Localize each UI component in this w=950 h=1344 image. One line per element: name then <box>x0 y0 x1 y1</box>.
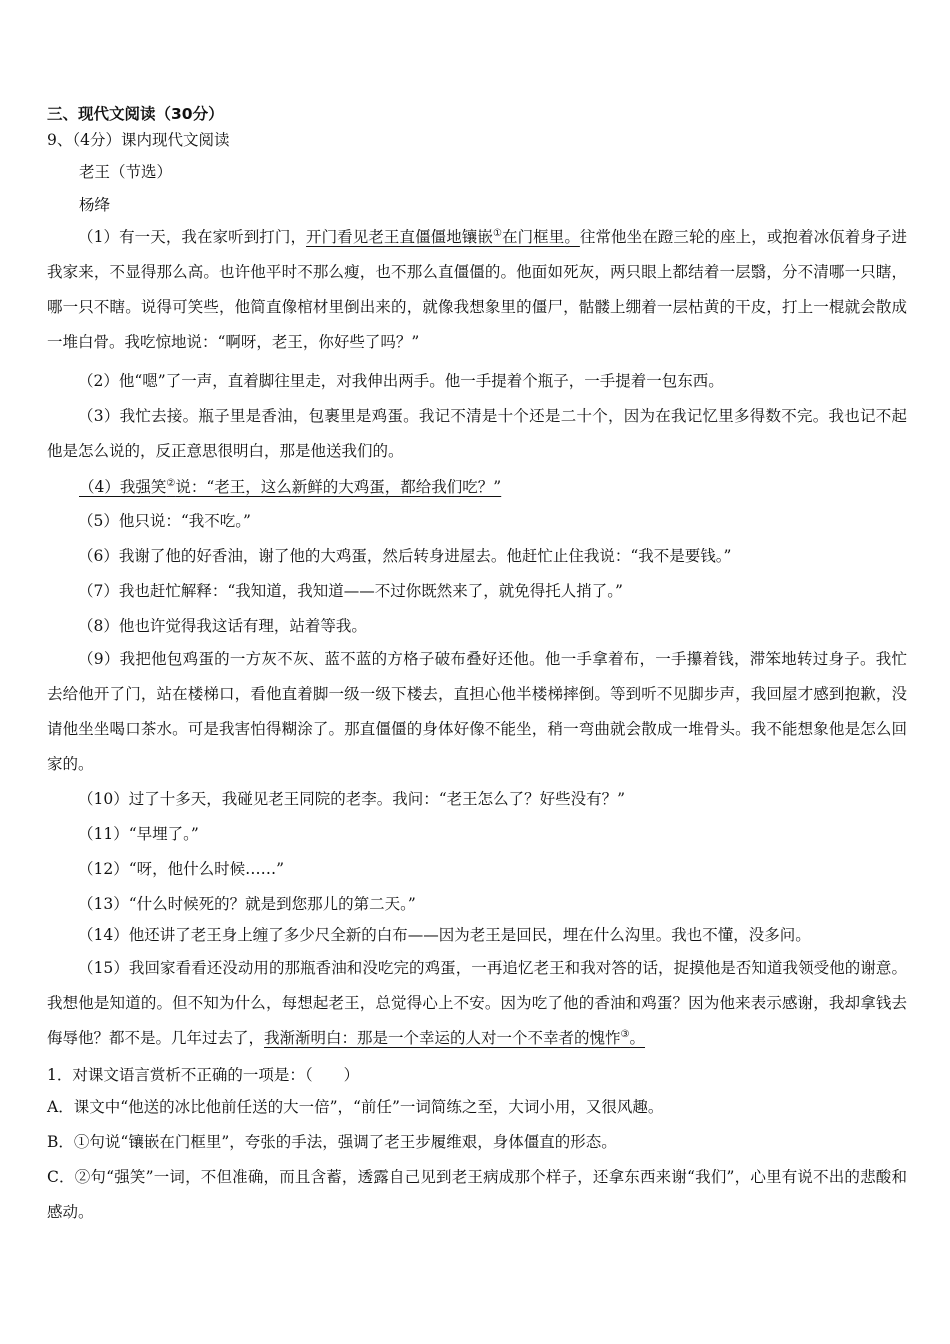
paragraph-1 <box>47 220 907 360</box>
paragraph-4 <box>79 475 501 497</box>
paragraph-8: （8）他也许觉得我这话有理，站着等我。 <box>78 617 367 635</box>
paragraph-2: （2）他“嗯”了一声，直着脚往里走，对我伸出两手。他一手提着个瓶子，一手提着一包东西。 <box>78 372 724 390</box>
question-score: （4分） <box>72 131 121 149</box>
option-b: B．①句说“镶嵌在门框里”，夸张的手法，强调了老王步履维艰，身体僵直的形态。 <box>47 1133 617 1151</box>
paragraph-number: （1） <box>78 228 120 246</box>
footnote-marker-3: ③ <box>620 1029 630 1040</box>
footnote-marker-2: ② <box>166 478 176 489</box>
paragraph-11: （11）“早埋了。” <box>78 825 199 843</box>
paragraph-3: （3）我忙去接。瓶子里是香油，包裹里是鸡蛋。我记不清是十个还是二十个，因为在我记忆里多得数不完。我也记不起他是怎么说的，反正意思很明白，那是他送我们的。 <box>47 407 907 460</box>
paragraph-12: （12）“呀，他什么时候……” <box>78 860 285 878</box>
footnote-marker-1: ① <box>492 228 503 239</box>
article-author: 杨绛 <box>79 196 111 214</box>
underlined-sentence-1: 开门看见老王直僵僵地镶嵌①在门框里。 <box>306 228 580 246</box>
underlined-sentence-2: （4）我强笑②说：“老王，这么新鲜的大鸡蛋，都给我们吃？” <box>79 478 502 496</box>
paragraph-15 <box>47 951 907 1056</box>
paragraph-9: （9）我把他包鸡蛋的一方灰不灰、蓝不蓝的方格子破布叠好还他。他一手拿着布，一手攥着钱，滞笨地转过身子。我忙去给他开了门，站在楼梯口，看他直着脚一级一级下楼去，直担心他半楼梯摔倒。等到听不见脚步声，我回屋才感到抱歉，没请他坐坐喝口茶水。可是我害怕得糊涂了。那直僵僵的身体好像不能坐，稍一弯曲就会散成一堆骨头。我不能想象他是怎么回家的。 <box>47 650 907 773</box>
paragraph-7: （7）我也赶忙解释：“我知道，我知道——不过你既然来了，就免得托人捎了。” <box>78 582 623 600</box>
question-number: 9、 <box>47 131 73 149</box>
paragraph-6: （6）我谢了他的好香油，谢了他的大鸡蛋，然后转身进屋去。他赶忙止住我说：“我不是要钱。” <box>78 547 732 565</box>
paragraph-text: 往常他坐在蹬三轮的座上，或抱着冰佤着身子进我家来，不显得那么高。也许他平时不那么瘦，也不那么直僵僵的。他面如死灰，两只眼上都结着一层翳，分不清哪一只瞎，哪一只不瞎。说得可笑些，他简直像棺材里倒出来的，就像我想象里的僵尸，骷髅上绷着一层枯黄的干皮，打上一棍就会散成一堆白骨。我吃惊地说：“啊呀，老王，你好些了吗？” <box>47 228 907 351</box>
paragraph-text: （15）我回家看看还没动用的那瓶香油和没吃完的鸡蛋，一再追忆老王和我对答的话，捉摸他是否知道我领受他的谢意。我想他是知道的。但不知为什么，每想起老王，总觉得心上不安。因为吃了他的香油和鸡蛋？因为他来表示感谢，我却拿钱去侮辱他？都不是。几年过去了， <box>47 959 907 1047</box>
paragraph-14: （14）他还讲了老王身上缠了多少尺全新的白布——因为老王是回民，埋在什么沟里。我也不懂，没多问。 <box>78 926 811 944</box>
question-label: 课内现代文阅读 <box>121 131 230 149</box>
paragraph-13: （13）“什么时候死的？就是到您那儿的第二天。” <box>78 895 416 913</box>
paragraph-10: （10）过了十多天，我碰见老王同院的老李。我问：“老王怎么了？好些没有？” <box>78 790 626 808</box>
article-title: 老王（节选） <box>79 163 173 181</box>
paragraph-5: （5）他只说：“我不吃。” <box>78 512 251 530</box>
question-header <box>47 128 230 150</box>
sub-question-stem: 1．对课文语言赏析不正确的一项是：（ ） <box>47 1066 360 1084</box>
option-a: A．课文中“他送的冰比他前任送的大一倍”，“前任”一词简练之至，大词小用，又很风趣。 <box>47 1098 664 1116</box>
section-title: 三、现代文阅读（30分） <box>47 105 224 123</box>
option-c: C．②句“强笑”一词，不但准确，而且含蓄，透露自己见到老王病成那个样子，还拿东西来谢“我们”，心里有说不出的悲酸和感动。 <box>47 1168 907 1221</box>
underlined-sentence-3: 我渐渐明白：那是一个幸运的人对一个不幸者的愧怍③。 <box>264 1029 646 1047</box>
paragraph-text: 有一天，我在家听到打门， <box>119 228 307 246</box>
